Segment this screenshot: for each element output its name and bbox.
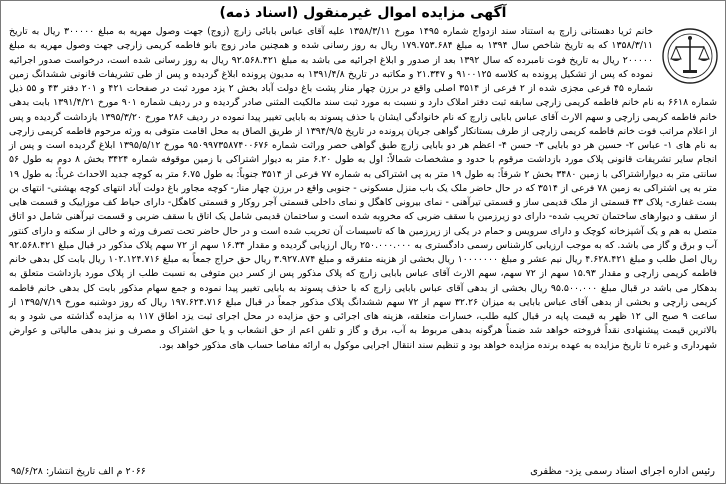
signature-line: رئیس اداره اجرای اسناد رسمی یزد- مظفری bbox=[530, 466, 715, 477]
notice-title: آگهی مزایده اموال غیرمنقول (اسناد ذمه) bbox=[219, 5, 507, 21]
publication-code: ۲۰۶۶ م الف تاریخ انتشار: ۹۵/۶/۲۸ bbox=[11, 466, 146, 477]
notice-body-wrapper bbox=[9, 25, 717, 353]
notice-body: خانم ثریا دهستانی زارچ به استناد سند ازدواج شماره ۱۴۹۵ مورخ ۱۳۵۸/۳/۱۱ علیه آقای عباس بابائی زارچ (زوج) جهت وصول مهریه به مبلغ ۳۰۰۰۰۰ ریال به تاریخ ۱۳۵۸/۳/۱۱ که به تاریخ شاخص سال ۱۳۹۴ به مبلغ ۱۷۹.۷۵۳.۶۸۴ ریال به روز رسانی شده و همچنین مادر زوج بانو فاطمه کریمی زارچی جهت وصول مهریه به مبلغ ۲۰۰۰۰۰ ریال به تاریخ فوت نامبرده که سال ۱۳۹۲ بعد از صدور و ابلاغ اجرائیه می باشد به مبلغ ۹۲.۵۶۸.۴۲۱ ریال به روز رسانی شده است، درخواست صدور اجرائیه نموده که پس از تشکیل پرونده به کلاسه ۹۱۰۰۱۲۵ و ۲۱.۳۴۷ و مکاتبه در تاریخ ۱۳۹۱/۴/۸ به مدیون پرونده ابلاغ گردیده و پس از طی تشریفات قانونی ششدانگ زمین شماره ۴۵ فرعی مجزی شده از ۲ فرعی از ۳۵۱۴ اصلی واقع در برزن چهار منار پشت باغ دولت آباد بخش ۲ یزد مورد ثبت در صفحات ۴۲۱ و ۲۰۱ دفتر ۴۳ و ۵۵ ذیل شماره ۶۶۱۸ به نام خانم فاطمه کریمی زارچی سابقه ثبت دفتر املاک دارد و نسبت به مورد ثبت سند مالکیت المثنی صادر گردیده و در ردیف شماره ۹۰۱ مورخ ۱۳۹۱/۴/۲۱ بابت بدهی خانم فاطمه کریمی زارچی و سهم الارث آقای عباس بابایی زارچ که نام خانوادگی ایشان با حذف پسوند به بابایی تغییر پیدا نموده در ردیف ۲۸۶ مورخ ۱۳۹۵/۳/۲۰ بازداشت گردیده و پس از اعلام مراتب فوت خانم فاطمه کریمی زارچی از طرف بستانکار گواهی جریان پرونده در تاریخ ۱۳۹۴/۹/۵ از طریق الصاق به محل اقامت متوفی به ورثه مرحوم فاطمه کریمی زارچی به نام های ۱- عباس ۲- حسین هر دو بابایی ۳- حسن ۴- اعظم هر دو بابایی زارچ طبق گواهی حصر وراثت شماره ۹۵۰۹۹۷۳۵۸۷۴۰۰۶۷۶ مورخ ۱۳۹۵/۵/۱۲ ابلاغ گردیده است و پس از انجام سایر تشریفات قانونی پلاک مورد بازداشت مرقوم با حدود و مشخصات شمالاً: اول به طول ۶.۲۰ متر به دیوار اشتراکی با زمین موقوفه شماره ۳۴۲۴ بخش ۸ دوم به طول ۵۶ سانتی متر به دیواراشتراکی با زمین ۳۴۸۰ بخش ۲ شرقاً: به طول ۱۹ متر به پی اشتراکی به شماره ۷۷ فرعی از ۳۵۱۴ جنوباً: به طول ۶.۷۵ متر به کوچه جدید الاحداث غرباً: به طول ۱۹ متر به پی اشتراکی به زمین ۷۸ فرعی از ۳۵۱۴ که در حال حاضر ملک یک باب منزل مسکونی - جنوبی واقع در برزن چهار منار- کوچه مجاور باغ دولت آباد انتهای کوچه بهشتی- انتهای بن بست غفاری- پلاک ۴۳ قسمتی از ملک قدیمی ساز و قسمتی تیرآهنی - نمای بیرونی کاهگل و نمای داخلی قسمتی آجر روکار و قسمتی کاهگل- دارای حیاط کف موزاییک و قسمت هایی از سقف و دیوارهای ساختمان تخریب شده- دارای دو زیرزمین با سقف ضربی که مخروبه شده است و ساختمان قدیمی شامل یک اتاق با سقف ضربی و قسمت تیرآهنی شامل دو اتاق متصل به هم و یک آشپزخانه کوچک و دارای سرویس و حمام در یکی از زیرزمین ها که تاسیسات آن تخریب شده است و در حال حاضر تحت تصرف ورثه و خالی از سکنه و دارای کنتور آب و برق و گاز می باشد. که به موجب ارزیابی کارشناس رسمی دادگستری به ۲۵۰.۰۰۰.۰۰۰ ریال ارزیابی گردیده و مقدار ۱۶.۳۴ سهم از ۷۲ سهم پلاک مذکور در قبال مبلغ ۹۲.۵۶۸.۴۲۱ ریال اصل طلب و مبلغ ۴.۶۲۸.۴۲۱ ریال نیم عشر و مبلغ ۱۰۰۰۰۰۰۰ ریال بخشی از هزینه متفرقه و مبلغ ۳.۹۲۷.۸۷۴ ریال حق حراج جمعاً به مبلغ ۱۰۲.۱۲۴.۷۱۶ ریال بابت کل بدهی خانم فاطمه کریمی زارچی و مقدار ۱۵.۹۳ سهم از ۷۲ سهم، سهم الارث آقای عباس بابایی زارچ که پلاک مذکور پس از کسر دین متوفی به نسبت طلب از پلاک مورد بازداشت متعلق به بدهکار می باشد در قبال مبلغ ۹۵.۵۰۰.۰۰۰ ریال بخشی از بدهی آقای عباس بابایی زارچ که با حذف پسوند به بابایی تغییر پیدا نموده و جمع سهام مذکور بابت کل بدهی خانم فاطمه کریمی زارچی و بخشی از بدهی آقای عباس بابایی به میزان ۳۲.۲۶ سهم از ۷۲ سهم ششدانگ پلاک مذکور جمعاً در قبال مبلغ ۱۹۷.۶۲۴.۷۱۶ ریال که روز دوشنبه مورخ ۱۳۹۵/۷/۱۹ از ساعت ۹ صبح الی ۱۲ ظهر به قیمت پایه در قبال کلیه طلب، خسارات متعلقه، هزینه های اجرائی و حق مزایده در محل اجرای ثبت یزد اطاق ۱۱۷ به مزایده گذاشته می شود و به بالاترین قیمت پیشنهادی نقداً فروخته خواهد شد ضمناً هرگونه بدهی مربوط به آب، برق و گاز و تلفن اعم از حق انشعاب و یا حق اشتراک و مصرف و نیز بدهی مالیاتی و عوارض شهرداری و غیره تا تاریخ مزایده به عهده برنده مزایده خواهد بود و تنظیم سند انتقال اجرایی موکول به ارائه مفاصا حساب های مذکور خواهد بود. bbox=[9, 26, 718, 351]
